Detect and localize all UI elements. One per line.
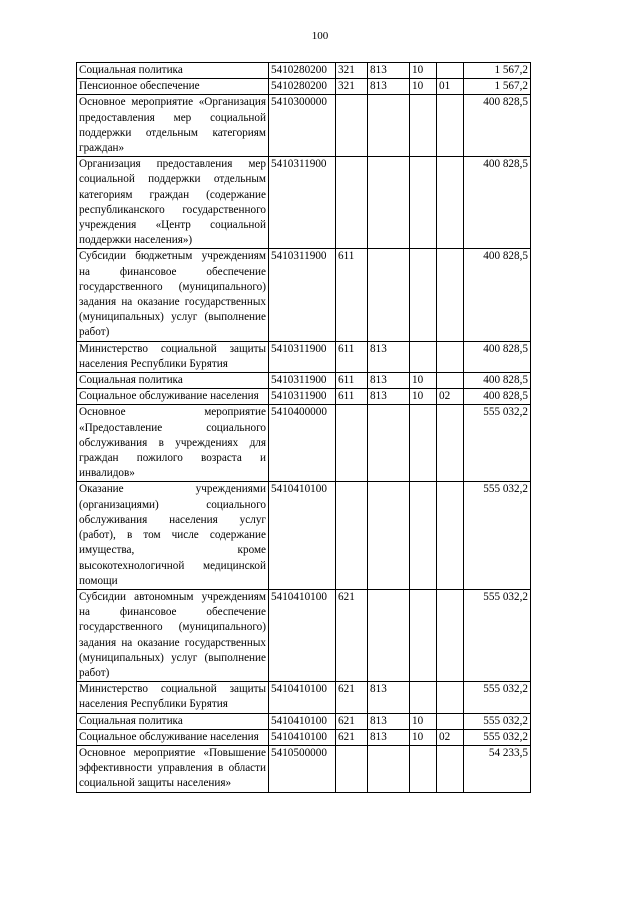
section-cell: 10 <box>410 79 437 95</box>
row-name-cell: Социальная политика <box>77 373 269 389</box>
expense-type-cell: 611 <box>336 373 368 389</box>
subsection-cell <box>437 589 464 681</box>
amount-cell: 1 567,2 <box>464 63 531 79</box>
table-row <box>77 729 531 745</box>
target-code-cell: 5410410100 <box>269 729 336 745</box>
budget-table <box>76 62 531 793</box>
row-name-cell: Министерство социальной защиты населения Республики Бурятия <box>77 341 269 372</box>
row-name-cell: Социальное обслуживание населения <box>77 729 269 745</box>
table-row <box>77 405 531 482</box>
amount-cell: 400 828,5 <box>464 389 531 405</box>
administrator-code-cell <box>368 249 410 341</box>
section-cell <box>410 482 437 589</box>
table-row <box>77 682 531 713</box>
target-code-cell: 5410311900 <box>269 157 336 249</box>
subsection-cell <box>437 682 464 713</box>
table-row <box>77 389 531 405</box>
target-code-cell: 5410311900 <box>269 341 336 372</box>
section-cell: 10 <box>410 729 437 745</box>
target-code-cell: 5410300000 <box>269 95 336 157</box>
subsection-cell <box>437 745 464 792</box>
subsection-cell <box>437 405 464 482</box>
subsection-cell: 02 <box>437 389 464 405</box>
row-name-cell: Основное мероприятие «Предоставление социального обслуживания в учреждениях для граждан пожилого возраста и инвалидов» <box>77 405 269 482</box>
expense-type-cell: 611 <box>336 249 368 341</box>
administrator-code-cell <box>368 157 410 249</box>
amount-cell: 555 032,2 <box>464 589 531 681</box>
administrator-code-cell <box>368 95 410 157</box>
subsection-cell: 01 <box>437 79 464 95</box>
expense-type-cell: 621 <box>336 589 368 681</box>
amount-cell: 400 828,5 <box>464 249 531 341</box>
target-code-cell: 5410280200 <box>269 63 336 79</box>
budget-table-body <box>77 63 531 793</box>
administrator-code-cell: 813 <box>368 79 410 95</box>
target-code-cell: 5410410100 <box>269 482 336 589</box>
administrator-code-cell: 813 <box>368 729 410 745</box>
page-number: 100 <box>311 30 329 42</box>
row-name-cell: Пенсионное обеспечение <box>77 79 269 95</box>
target-code-cell: 5410311900 <box>269 389 336 405</box>
administrator-code-cell: 813 <box>368 341 410 372</box>
amount-cell: 555 032,2 <box>464 682 531 713</box>
table-row <box>77 589 531 681</box>
section-cell <box>410 682 437 713</box>
table-row <box>77 63 531 79</box>
section-cell <box>410 95 437 157</box>
table-row <box>77 79 531 95</box>
target-code-cell: 5410311900 <box>269 373 336 389</box>
section-cell <box>410 405 437 482</box>
target-code-cell: 5410410100 <box>269 589 336 681</box>
expense-type-cell <box>336 482 368 589</box>
row-name-cell: Основное мероприятие «Организация предоставления мер социальной поддержки отдельным категориям граждан» <box>77 95 269 157</box>
subsection-cell <box>437 157 464 249</box>
administrator-code-cell: 813 <box>368 63 410 79</box>
row-name-cell: Основное мероприятие «Повышение эффективности управления в области социальной защиты населения» <box>77 745 269 792</box>
expense-type-cell: 621 <box>336 713 368 729</box>
amount-cell: 1 567,2 <box>464 79 531 95</box>
section-cell <box>410 745 437 792</box>
table-row <box>77 157 531 249</box>
table-row <box>77 95 531 157</box>
section-cell <box>410 589 437 681</box>
target-code-cell: 5410400000 <box>269 405 336 482</box>
amount-cell: 400 828,5 <box>464 157 531 249</box>
row-name-cell: Субсидии бюджетным учреждениям на финансовое обеспечение государственного (муниципального) задания на оказание государственных (муниципальных) услуг (выполнение работ) <box>77 249 269 341</box>
target-code-cell: 5410280200 <box>269 79 336 95</box>
section-cell <box>410 341 437 372</box>
row-name-cell: Организация предоставления мер социальной поддержки отдельным категориям граждан (содержание республиканского государственного учреждения «Центр социальной поддержки населения») <box>77 157 269 249</box>
administrator-code-cell <box>368 589 410 681</box>
table-row <box>77 249 531 341</box>
expense-type-cell: 621 <box>336 682 368 713</box>
amount-cell: 54 233,5 <box>464 745 531 792</box>
subsection-cell <box>437 713 464 729</box>
amount-cell: 400 828,5 <box>464 95 531 157</box>
row-name-cell: Социальная политика <box>77 63 269 79</box>
target-code-cell: 5410311900 <box>269 249 336 341</box>
administrator-code-cell: 813 <box>368 713 410 729</box>
section-cell: 10 <box>410 373 437 389</box>
expense-type-cell <box>336 157 368 249</box>
subsection-cell <box>437 373 464 389</box>
row-name-cell: Министерство социальной защиты населения Республики Бурятия <box>77 682 269 713</box>
administrator-code-cell <box>368 405 410 482</box>
amount-cell: 555 032,2 <box>464 482 531 589</box>
table-row <box>77 482 531 589</box>
table-row <box>77 745 531 792</box>
expense-type-cell: 611 <box>336 389 368 405</box>
expense-type-cell: 321 <box>336 79 368 95</box>
target-code-cell: 5410500000 <box>269 745 336 792</box>
administrator-code-cell: 813 <box>368 389 410 405</box>
subsection-cell <box>437 341 464 372</box>
administrator-code-cell <box>368 745 410 792</box>
section-cell <box>410 157 437 249</box>
amount-cell: 400 828,5 <box>464 341 531 372</box>
amount-cell: 555 032,2 <box>464 405 531 482</box>
expense-type-cell <box>336 95 368 157</box>
row-name-cell: Оказание учреждениями (организациями) социального обслуживания населения услуг (работ), в том числе содержание имущества, кроме высокотехнологичной медицинской помощи <box>77 482 269 589</box>
subsection-cell: 02 <box>437 729 464 745</box>
section-cell: 10 <box>410 389 437 405</box>
administrator-code-cell <box>368 482 410 589</box>
table-row <box>77 341 531 372</box>
expense-type-cell: 611 <box>336 341 368 372</box>
section-cell: 10 <box>410 713 437 729</box>
section-cell: 10 <box>410 63 437 79</box>
amount-cell: 555 032,2 <box>464 713 531 729</box>
table-row <box>77 373 531 389</box>
subsection-cell <box>437 63 464 79</box>
expense-type-cell: 621 <box>336 729 368 745</box>
subsection-cell <box>437 482 464 589</box>
amount-cell: 400 828,5 <box>464 373 531 389</box>
row-name-cell: Социальная политика <box>77 713 269 729</box>
section-cell <box>410 249 437 341</box>
administrator-code-cell: 813 <box>368 682 410 713</box>
row-name-cell: Социальное обслуживание населения <box>77 389 269 405</box>
target-code-cell: 5410410100 <box>269 713 336 729</box>
subsection-cell <box>437 95 464 157</box>
row-name-cell: Субсидии автономным учреждениям на финансовое обеспечение государственного (муниципального) задания на оказание государственных (муниципальных) услуг (выполнение работ) <box>77 589 269 681</box>
expense-type-cell <box>336 745 368 792</box>
amount-cell: 555 032,2 <box>464 729 531 745</box>
table-row <box>77 713 531 729</box>
expense-type-cell <box>336 405 368 482</box>
administrator-code-cell: 813 <box>368 373 410 389</box>
target-code-cell: 5410410100 <box>269 682 336 713</box>
subsection-cell <box>437 249 464 341</box>
expense-type-cell: 321 <box>336 63 368 79</box>
